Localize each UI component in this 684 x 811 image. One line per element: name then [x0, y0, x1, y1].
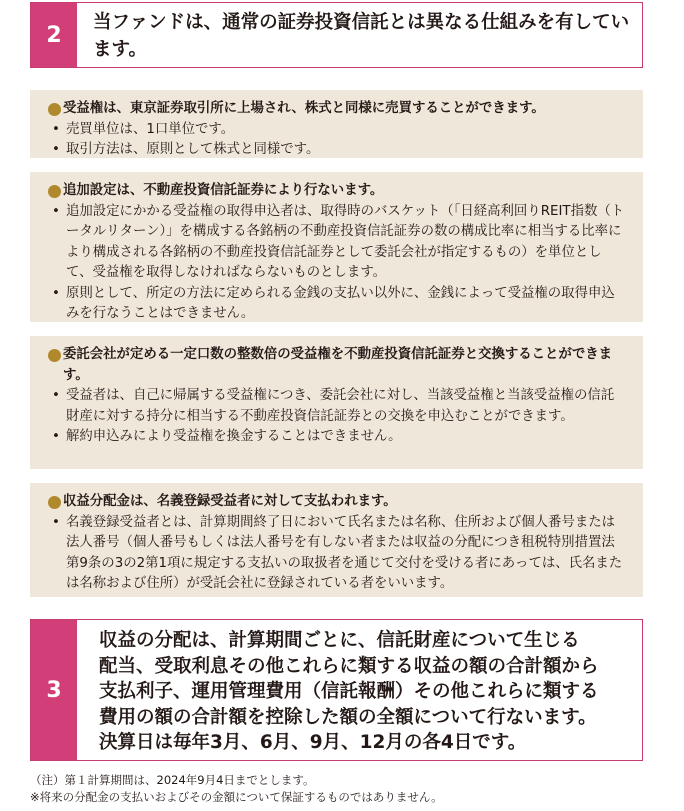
section-number-badge: 2	[31, 3, 77, 67]
bullet-circle-icon	[48, 185, 61, 198]
bullet-circle-icon	[48, 349, 61, 362]
card-heading-text: 委託会社が定める一定口数の整数倍の受益権を不動産投資信託証券と交換することができます。	[63, 347, 613, 383]
section-2-title-line: ます。	[93, 39, 148, 60]
list-item: • 受益者は、自己に帰属する受益権につき、委託会社に対し、当該受益権と当該受益権の信託財産に対する持分に相当する不動産投資信託証券との交換を申込むことができます。	[48, 386, 627, 427]
list-item-text: 解約申込みにより受益権を換金することはできません。	[66, 429, 402, 444]
list-item-text: 受益者は、自己に帰属する受益権につき、委託会社に対し、当該受益権と当該受益権の信託財産に対する持分に相当する不動産投資信託証券との交換を申込むことができます。	[66, 388, 615, 424]
list-item: • 解約申込みにより受益権を換金することはできません。	[48, 427, 627, 448]
card-heading	[48, 492, 627, 513]
card-heading-text: 追加設定は、不動産投資信託証券により行ないます。	[63, 183, 384, 198]
footnote: ※将来の分配金の支払いおよびその金額について保証するものではありません。	[30, 790, 443, 804]
section-3-line: 支払利子、運用管理費用（信託報酬）その他これらに類する	[99, 681, 599, 702]
list-item: • 取引方法は、原則として株式と同様です。	[48, 140, 627, 161]
bullet-circle-icon	[48, 103, 61, 116]
bullet-circle-icon	[48, 496, 61, 509]
section-3-line: 収益の分配は、計算期間ごとに、信託財産について生じる	[99, 630, 580, 651]
card-heading	[48, 181, 627, 202]
list-item: • 追加設定にかかる受益権の取得申込者は、取得時のバスケット（「日経高利回りREIT指数（トータルリターン）」を構成する各銘柄の不動産投資信託証券の数の構成比率に相当する比率により構成される各銘柄の不動産投資信託証券として委託会社が指定するもの）を単位として、受益権を取得しなければならないものとします。	[48, 202, 627, 284]
section-2-title-line: 当ファンドは、通常の証券投資信託とは異なる仕組みを有してい	[93, 12, 630, 33]
card-heading	[48, 99, 627, 120]
section-number-badge: 3	[31, 620, 77, 760]
list-item-text: 売買単位は、1口単位です。	[66, 121, 235, 137]
list-item-text: 名義登録受益者とは、計算期間終了日において氏名または名称、住所および個人番号または法人番号（個人番号もしくは法人番号を有しない者または収益の分配につき租税特別措置法第9条の3の2第1項に規定する支払いの取扱者を通じて交付を受ける者にあっては、氏名または名称および住所）が受託会社に登録されている者をいいます。	[66, 514, 623, 591]
list-item-text: 取引方法は、原則として株式と同様です。	[66, 142, 320, 157]
list-item: • 原則として、所定の方法に定められる金銭の支払い以外に、金銭によって受益権の取得申込みを行なうことはできません。	[48, 284, 627, 325]
card-heading	[48, 345, 627, 386]
footnotes	[30, 772, 443, 806]
feature-card	[30, 483, 643, 597]
section-2-header	[30, 2, 643, 68]
list-item: • 名義登録受益者とは、計算期間終了日において氏名または名称、住所および個人番号または法人番号（個人番号もしくは法人番号を有しない者または収益の分配につき租税特別措置法第9条の3の2第1項に規定する支払いの取扱者を通じて交付を受ける者にあっては、氏名または名称および住所）が受託会社に登録されている者をいいます。	[48, 513, 627, 595]
footnote: （注）第１計算期間は、2024年9月4日までとします。	[30, 773, 315, 787]
card-heading-text: 収益分配金は、名義登録受益者に対して支払われます。	[63, 494, 397, 509]
section-3-line: 決算日は毎年3月、6月、9月、12月の各4日です。	[99, 732, 527, 753]
list-item-text: 追加設定にかかる受益権の取得申込者は、取得時のバスケット（「日経高利回りREIT指数（トータルリターン）」を構成する各銘柄の不動産投資信託証券の数の構成比率に相当する比率により構成される各銘柄の不動産投資信託証券として委託会社が指定するもの）を単位として、受益権を取得しなければならないものとします。	[66, 203, 625, 280]
section-3-header	[30, 619, 643, 761]
section-3-line: 配当、受取利息その他これらに類する収益の額の合計額から	[99, 655, 599, 677]
section-3-line: 費用の額の合計額を控除した額の全額について行ないます。	[99, 706, 597, 728]
feature-card	[30, 336, 643, 469]
list-item-text: 原則として、所定の方法に定められる金銭の支払い以外に、金銭によって受益権の取得申込みを行なうことはできません。	[66, 285, 615, 321]
feature-card	[30, 172, 643, 322]
section-3-text	[77, 620, 609, 760]
section-2-title	[77, 3, 639, 67]
list-item: • 売買単位は、1口単位です。	[48, 120, 627, 141]
feature-card	[30, 90, 643, 158]
card-heading-text: 受益権は、東京証券取引所に上場され、株式と同様に売買することができます。	[63, 101, 545, 116]
